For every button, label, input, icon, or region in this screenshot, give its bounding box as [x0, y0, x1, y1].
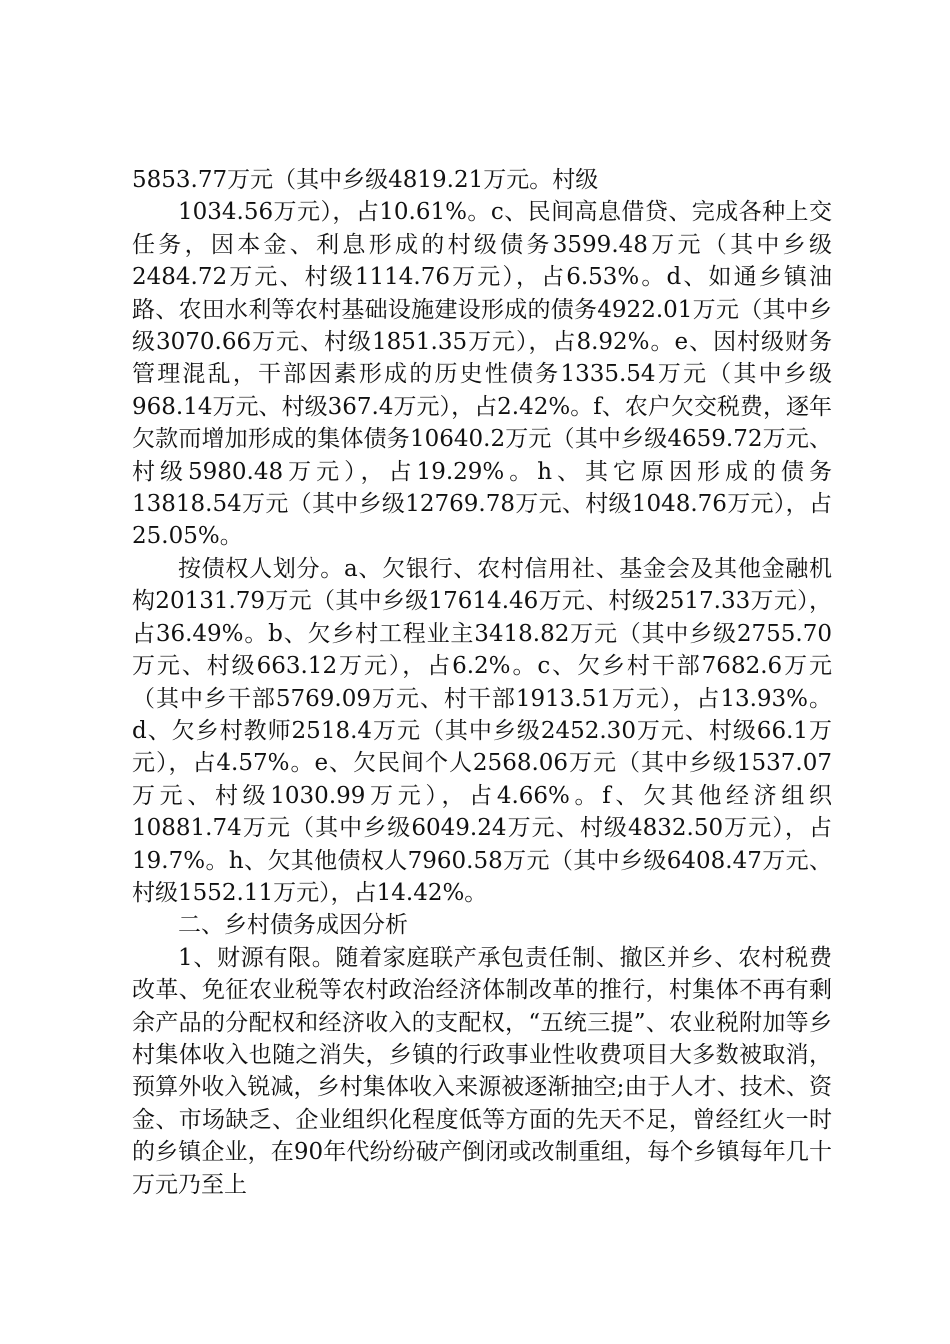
- document-body: [132, 164, 832, 1201]
- paragraph-cause-limited-revenue: 1、财源有限。随着家庭联产承包责任制、撤区并乡、农村税费改革、免征农业税等农村政治经济体制改革的推行，村集体不再有剩余产品的分配权和经济收入的支配权，“五统三提”、农业税附加等乡村集体收入也随之消失，乡镇的行政事业性收费项目大多数被取消，预算外收入锐减，乡村集体收入来源被逐渐抽空;由于人才、技术、资金、市场缺乏、企业组织化程度低等方面的先天不足，曾经红火一时的乡镇企业，在90年代纷纷破产倒闭或改制重组，每个乡镇每年几十万元乃至上: [132, 944, 832, 1198]
- paragraph-debt-by-cause: 1034.56万元），占10.61%。c、民间高息借贷、完成各种上交任务，因本金、利息形成的村级债务3599.48万元（其中乡级2484.72万元、村级1114.76万元），占6.53%。d、如通乡镇油路、农田水利等农村基础设施建设形成的债务4922.01万元（其中乡级3070.66万元、村级1851.35万元），占8.92%。e、因村级财务管理混乱，干部因素形成的历史性债务1335.54万元（其中乡级968.14万元、村级367.4万元），占2.42%。f、农户欠交税费，逐年欠款而增加形成的集体债务10640.2万元（其中乡级4659.72万元、村级5980.48万元），占19.29%。h、其它原因形成的债务13818.54万元（其中乡级12769.78万元、村级1048.76万元），占25.05%。: [132, 199, 832, 550]
- paragraph-debt-by-creditor: 按债权人划分。a、欠银行、农村信用社、基金会及其他金融机构20131.79万元（其中乡级17614.46万元、村级2517.33万元），占36.49%。b、欠乡村工程业主3418.82万元（其中乡级2755.70万元、村级663.12万元），占6.2%。c、欠乡村干部7682.6万元（其中乡干部5769.09万元、村干部1913.51万元），占13.93%。d、欠乡村教师2518.4万元（其中乡级2452.30万元、村级66.1万元），占4.57%。e、欠民间个人2568.06万元（其中乡级1537.07万元、村级1030.99万元），占4.66%。f、欠其他经济组织10881.74万元（其中乡级6049.24万元、村级4832.50万元），占19.7%。h、欠其他债权人7960.58万元（其中乡级6408.47万元、村级1552.11万元），占14.42%。: [132, 555, 832, 906]
- section-heading: 二、乡村债务成因分析: [178, 912, 408, 939]
- paragraph-continuation: 5853.77万元（其中乡级4819.21万元。村级: [132, 167, 599, 193]
